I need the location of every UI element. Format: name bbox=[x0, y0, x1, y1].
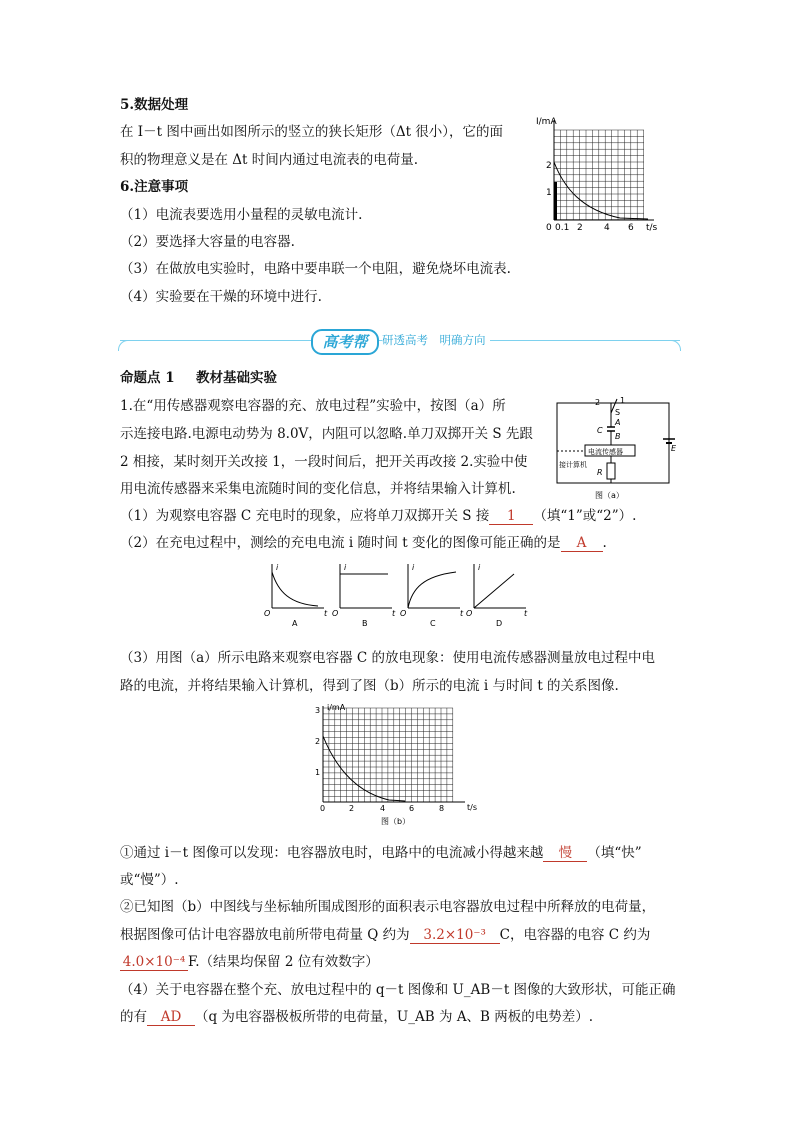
section5-line2: 积的物理意义是在 Δt 时间内通过电流表的电荷量. bbox=[120, 152, 419, 168]
section6-item-3: （3）在做放电实验时，电路中要串联一个电阻，避免烧坏电流表. bbox=[120, 261, 511, 277]
circuit-caption: 图（a） bbox=[595, 491, 624, 500]
label-r: R bbox=[597, 468, 603, 477]
svg-text:t: t bbox=[324, 609, 328, 618]
graph-b-y-label: i/mA bbox=[327, 703, 346, 712]
graph-b-caption: 图（b） bbox=[381, 817, 411, 826]
svg-text:t: t bbox=[392, 609, 396, 618]
svg-text:i: i bbox=[412, 563, 415, 572]
top-graph-y-tick: 1 bbox=[546, 188, 552, 198]
section5-line1: 在 I－t 图中画出如图所示的竖立的狭长矩形（Δt 很小），它的面 bbox=[120, 124, 504, 140]
q1-part2 bbox=[120, 533, 607, 553]
graph-b-curve bbox=[323, 736, 405, 801]
graph-b-y-tick: 2 bbox=[315, 737, 321, 746]
svg-text:t: t bbox=[524, 609, 528, 618]
label-a: A bbox=[615, 418, 621, 427]
top-graph-grid bbox=[554, 130, 644, 220]
q1-stem-line4: 用电流传感器来采集电流随时间的变化信息，并将结果输入计算机. bbox=[120, 481, 516, 497]
svg-text:A: A bbox=[292, 619, 298, 628]
q1-part2-answer: A bbox=[561, 535, 603, 552]
svg-text:O: O bbox=[400, 609, 407, 618]
q1-sub2-after: F.（结果均保留 2 位有效数字） bbox=[188, 954, 379, 970]
svg-text:i: i bbox=[344, 563, 347, 572]
graph-b-x-label: t/s bbox=[467, 803, 477, 812]
q1-part3-line1: （3）用图（a）所示电路来观察电容器 C 的放电现象：使用电流传感器测量放电过程中电 bbox=[120, 650, 656, 666]
topic-name: 教材基础实验 bbox=[196, 370, 277, 386]
switch-label-1: 1 bbox=[620, 396, 626, 405]
option-graphs bbox=[262, 560, 532, 630]
q1-sub2-answer-q: 3.2×10⁻³ bbox=[410, 927, 500, 944]
svg-text:i: i bbox=[276, 563, 279, 572]
svg-text:O: O bbox=[466, 609, 473, 618]
q1-sub1-line2: 或“慢”）. bbox=[120, 872, 179, 888]
q1-part1-after: （填“1”或“2”）. bbox=[533, 508, 637, 524]
q1-part2-text: （2）在充电过程中，测绘的充电电流 i 随时间 t 变化的图像可能正确的是 bbox=[120, 535, 561, 551]
top-it-graph bbox=[530, 110, 660, 232]
label-b: B bbox=[615, 432, 621, 441]
q1-stem-line1: 1.在“用传感器观察电容器的充、放电过程”实验中，按图（a）所 bbox=[120, 398, 506, 414]
top-graph-y-label: I/mA bbox=[536, 117, 557, 127]
svg-text:O: O bbox=[332, 609, 339, 618]
graph-b-grid bbox=[323, 708, 453, 802]
q1-sub2-answer-c: 4.0×10⁻⁴ bbox=[120, 954, 188, 971]
svg-text:D: D bbox=[496, 619, 503, 628]
q1-part1-answer: 1 bbox=[489, 508, 533, 525]
top-graph-x-tick: 0.1 bbox=[555, 223, 570, 232]
q1-sub2-line3 bbox=[120, 952, 379, 972]
q1-part4-text: 的有 bbox=[120, 1009, 147, 1025]
top-graph-y-tick: 2 bbox=[546, 161, 552, 171]
q1-sub2-mid: C，电容器的电容 C 约为 bbox=[499, 927, 651, 943]
q1-part3-line2: 路的电流，并将结果输入计算机，得到了图（b）所示的电流 i 与时间 t 的关系图像. bbox=[120, 678, 619, 694]
option-graph-c bbox=[400, 563, 464, 628]
banner-title: 高考帮 bbox=[311, 329, 379, 355]
top-graph-x-tick: 0 bbox=[546, 223, 552, 232]
section6-item-4: （4）实验要在干燥的环境中进行. bbox=[120, 289, 322, 305]
resistor bbox=[607, 463, 615, 479]
section6-item-1: （1）电流表要选用小量程的灵敏电流计. bbox=[120, 207, 363, 223]
circuit-diagram-a bbox=[545, 393, 680, 503]
graph-b-x-tick: 2 bbox=[349, 804, 355, 813]
q1-part2-after: . bbox=[602, 535, 607, 551]
topic-label: 命题点 1 bbox=[120, 370, 175, 386]
graph-b-x-tick: 0 bbox=[320, 804, 326, 813]
computer-label: 接计算机 bbox=[559, 461, 587, 469]
q1-sub2-line2 bbox=[120, 925, 650, 945]
banner-cap-left bbox=[118, 340, 131, 351]
svg-text:i: i bbox=[478, 563, 481, 572]
svg-text:t: t bbox=[460, 609, 464, 618]
option-graph-d bbox=[466, 563, 528, 628]
q1-part4-line2 bbox=[120, 1007, 593, 1027]
switch-label-s: S bbox=[615, 408, 621, 417]
q1-sub2-text: 根据图像可估计电容器放电前所带电荷量 Q 约为 bbox=[120, 927, 410, 943]
svg-text:O: O bbox=[264, 609, 271, 618]
banner-subtitle: 研透高考 明确方向 bbox=[382, 331, 490, 349]
graph-b-y-tick: 1 bbox=[315, 768, 321, 777]
q1-part1 bbox=[120, 506, 636, 526]
top-graph-x-label: t/s bbox=[646, 223, 658, 232]
q1-sub1-text: ①通过 i－t 图像可以发现：电容器放电时，电路中的电流减小得越来越 bbox=[120, 845, 544, 861]
q1-part4-after: （q 为电容器极板所带的电荷量，U_AB 为 A、B 两板的电势差）. bbox=[195, 1009, 594, 1025]
q1-part4-line1: （4）关于电容器在整个充、放电过程中的 q－t 图像和 U_AB－t 图像的大致形状，可能正确 bbox=[120, 982, 676, 998]
label-e: E bbox=[671, 444, 677, 453]
svg-text:B: B bbox=[362, 619, 368, 628]
svg-text:C: C bbox=[430, 619, 436, 628]
graph-b-x-tick: 6 bbox=[409, 804, 415, 813]
banner-cap-right bbox=[668, 340, 681, 351]
graph-b-x-tick: 8 bbox=[439, 804, 445, 813]
q1-sub2-line1: ②已知图（b）中图线与坐标轴所围成图形的面积表示电容器放电过程中所释放的电荷量， bbox=[120, 899, 656, 915]
top-graph-x-tick: 4 bbox=[604, 223, 610, 232]
top-graph-x-tick: 6 bbox=[628, 223, 634, 232]
label-c: C bbox=[597, 426, 603, 435]
top-graph-x-tick: 2 bbox=[577, 223, 583, 232]
q1-part1-text: （1）为观察电容器 C 充电时的现象，应将单刀双掷开关 S 接 bbox=[120, 508, 490, 524]
section6-item-2: （2）要选择大容量的电容器. bbox=[120, 234, 295, 250]
q1-stem-line3: 2 相接，某时刻开关改接 1，一段时间后，把开关再改接 2.实验中使 bbox=[120, 454, 528, 470]
q1-part4-answer: AD bbox=[147, 1009, 195, 1026]
narrow-rectangle bbox=[554, 182, 557, 220]
graph-b bbox=[305, 700, 485, 830]
top-graph-curve bbox=[554, 162, 648, 219]
section5-title: 5.数据处理 bbox=[120, 97, 189, 113]
q1-stem-line2: 示连接电路.电源电动势为 8.0V，内阻可以忽略.单刀双掷开关 S 先跟 bbox=[120, 426, 533, 442]
graph-b-y-tick: 3 bbox=[315, 706, 321, 715]
graph-b-x-tick: 4 bbox=[380, 804, 386, 813]
option-graph-a bbox=[264, 563, 328, 628]
q1-sub1-answer: 慢 bbox=[543, 845, 587, 862]
q1-sub1 bbox=[120, 843, 642, 863]
q1-sub1-after: （填“快” bbox=[587, 845, 642, 861]
section6-title: 6.注意事项 bbox=[120, 179, 189, 195]
switch-label-2: 2 bbox=[595, 398, 601, 407]
option-graph-b bbox=[332, 563, 396, 628]
sensor-label: 电流传感器 bbox=[588, 448, 623, 456]
